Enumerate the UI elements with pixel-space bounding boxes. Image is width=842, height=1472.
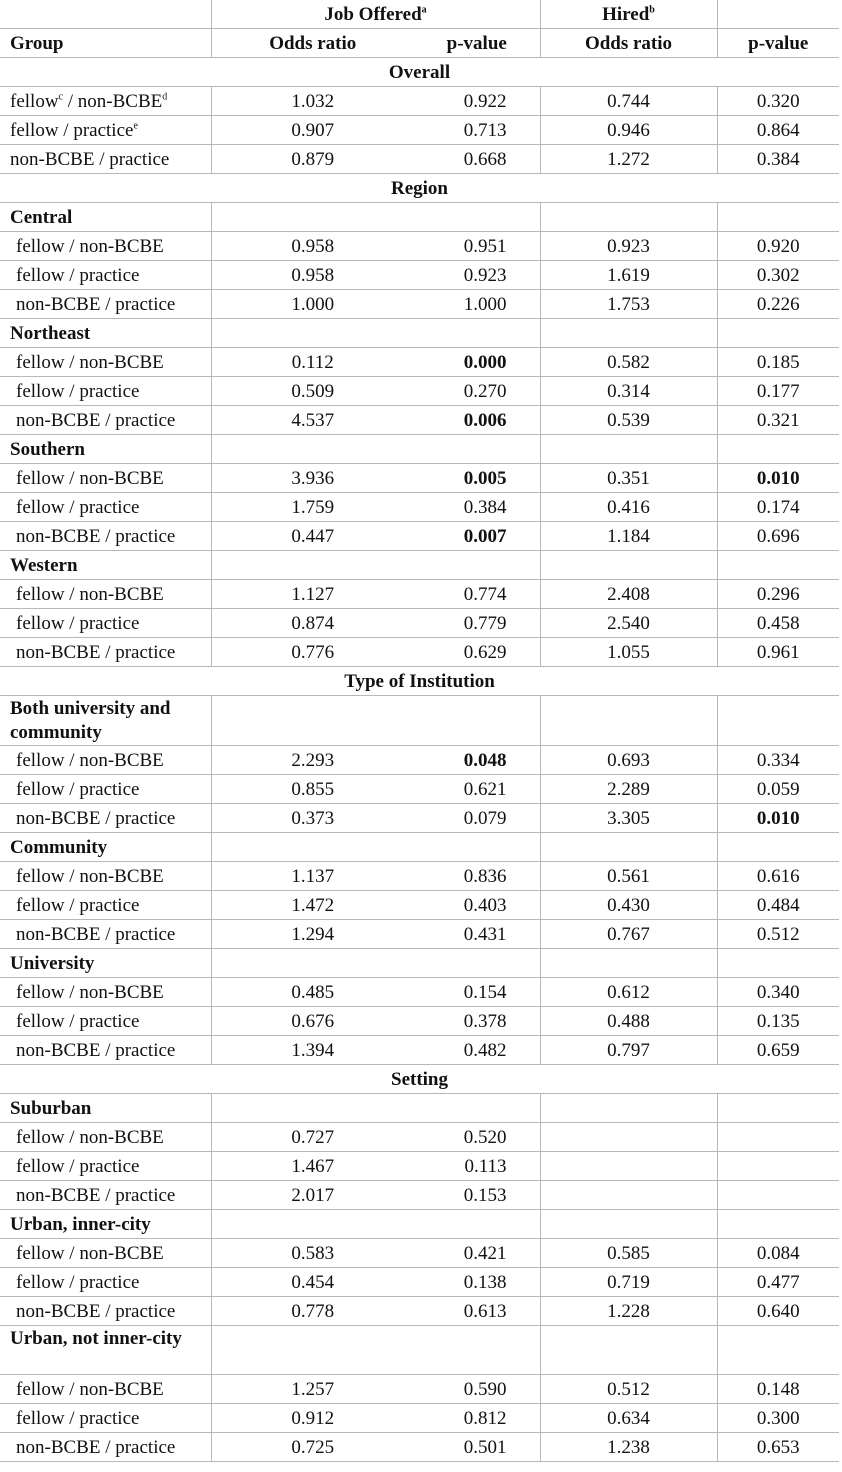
job-offered-odds-ratio: 0.447 xyxy=(211,522,414,551)
job-offered-odds-ratio: 1.759 xyxy=(211,493,414,522)
table-row xyxy=(0,493,839,522)
job-offered-odds-ratio: 1.000 xyxy=(211,290,414,319)
hired-p-value: 0.864 xyxy=(717,116,839,145)
table-row xyxy=(0,920,839,949)
empty-cell xyxy=(717,1094,839,1123)
job-offered-odds-ratio: 0.874 xyxy=(211,609,414,638)
job-offered-header: Job Offered$^a$ xyxy=(211,0,540,29)
hired-odds-ratio: 0.946 xyxy=(540,116,717,145)
hired-odds-ratio: 0.314 xyxy=(540,377,717,406)
hired-p-value: 0.484 xyxy=(717,891,839,920)
group-row xyxy=(0,1210,839,1239)
comparison-label: fellow$^c$ / non-BCBE$^d$ xyxy=(0,87,211,116)
job-offered-p-value: 1.000 xyxy=(414,290,540,319)
job-offered-odds-ratio: 2.293 xyxy=(211,746,414,775)
empty-cell xyxy=(414,1326,540,1375)
group-label: Central xyxy=(0,203,211,232)
hired-p-value: 0.961 xyxy=(717,638,839,667)
hired-p-value: 0.334 xyxy=(717,746,839,775)
job-offered-p-value: 0.384 xyxy=(414,493,540,522)
job-offered-odds-ratio-header: Odds ratio xyxy=(211,29,414,58)
job-offered-odds-ratio: 0.727 xyxy=(211,1123,414,1152)
table-row xyxy=(0,116,839,145)
hired-odds-ratio: 1.228 xyxy=(540,1297,717,1326)
job-offered-odds-ratio: 0.112 xyxy=(211,348,414,377)
job-offered-odds-ratio: 0.485 xyxy=(211,978,414,1007)
empty-cell xyxy=(211,1326,414,1375)
table-row xyxy=(0,804,839,833)
header-blank xyxy=(0,0,211,29)
job-offered-p-value: 0.270 xyxy=(414,377,540,406)
comparison-label: fellow / non-BCBE xyxy=(0,978,211,1007)
comparison-label: non-BCBE / practice xyxy=(0,920,211,949)
hired-odds-ratio: 1.753 xyxy=(540,290,717,319)
table-row xyxy=(0,261,839,290)
hired-odds-ratio-header: Odds ratio xyxy=(540,29,717,58)
comparison-label: non-BCBE / practice xyxy=(0,522,211,551)
empty-cell xyxy=(717,1326,839,1375)
empty-cell xyxy=(540,833,717,862)
table-row xyxy=(0,1297,839,1326)
group-row xyxy=(0,1094,839,1123)
group-row xyxy=(0,319,839,348)
job-offered-odds-ratio: 0.912 xyxy=(211,1404,414,1433)
group-row xyxy=(0,833,839,862)
comparison-label: fellow / non-BCBE xyxy=(0,348,211,377)
group-label: Urban, not inner-city xyxy=(0,1326,211,1375)
section-title: Region xyxy=(0,174,839,203)
empty-cell xyxy=(540,319,717,348)
empty-cell xyxy=(717,435,839,464)
hired-odds-ratio: 1.272 xyxy=(540,145,717,174)
job-offered-odds-ratio: 1.032 xyxy=(211,87,414,116)
comparison-label: fellow / non-BCBE xyxy=(0,862,211,891)
empty-cell xyxy=(414,551,540,580)
empty-cell xyxy=(540,203,717,232)
hired-p-value: 0.135 xyxy=(717,1007,839,1036)
comparison-label: fellow / practice xyxy=(0,1007,211,1036)
hired-odds-ratio: 1.619 xyxy=(540,261,717,290)
table-row xyxy=(0,746,839,775)
group-label: University xyxy=(0,949,211,978)
table-row xyxy=(0,377,839,406)
comparison-label: fellow / non-BCBE xyxy=(0,1123,211,1152)
hired-odds-ratio: 0.488 xyxy=(540,1007,717,1036)
hired-odds-ratio: 0.744 xyxy=(540,87,717,116)
hired-p-value xyxy=(717,1181,839,1210)
job-offered-odds-ratio: 0.509 xyxy=(211,377,414,406)
hired-p-value: 0.458 xyxy=(717,609,839,638)
job-offered-p-value: 0.923 xyxy=(414,261,540,290)
empty-cell xyxy=(211,1094,414,1123)
job-offered-p-value: 0.613 xyxy=(414,1297,540,1326)
hired-p-value: 0.321 xyxy=(717,406,839,435)
empty-cell xyxy=(211,949,414,978)
hired-odds-ratio: 0.719 xyxy=(540,1268,717,1297)
empty-cell xyxy=(540,435,717,464)
job-offered-p-value: 0.421 xyxy=(414,1239,540,1268)
section-row xyxy=(0,1065,839,1094)
group-row xyxy=(0,949,839,978)
hired-p-value: 0.920 xyxy=(717,232,839,261)
empty-cell xyxy=(717,551,839,580)
hired-p-value: 0.174 xyxy=(717,493,839,522)
table-row xyxy=(0,1404,839,1433)
group-row xyxy=(0,203,839,232)
job-offered-p-value: 0.048 xyxy=(414,746,540,775)
section-title: Type of Institution xyxy=(0,667,839,696)
group-label: Urban, inner-city xyxy=(0,1210,211,1239)
table-row xyxy=(0,1239,839,1268)
comparison-label: non-BCBE / practice xyxy=(0,1297,211,1326)
job-offered-odds-ratio: 0.907 xyxy=(211,116,414,145)
job-offered-p-value: 0.113 xyxy=(414,1152,540,1181)
job-offered-odds-ratio: 0.583 xyxy=(211,1239,414,1268)
section-title: Setting xyxy=(0,1065,839,1094)
group-column-header: Group xyxy=(0,29,211,58)
hired-odds-ratio: 0.585 xyxy=(540,1239,717,1268)
empty-cell xyxy=(540,551,717,580)
job-offered-p-value: 0.006 xyxy=(414,406,540,435)
comparison-label: fellow / practice xyxy=(0,261,211,290)
comparison-label: fellow / non-BCBE xyxy=(0,746,211,775)
job-offered-odds-ratio: 0.855 xyxy=(211,775,414,804)
group-label: Suburban xyxy=(0,1094,211,1123)
hired-p-value: 0.185 xyxy=(717,348,839,377)
table-row xyxy=(0,290,839,319)
job-offered-odds-ratio: 0.879 xyxy=(211,145,414,174)
job-offered-p-value: 0.153 xyxy=(414,1181,540,1210)
group-label: Community xyxy=(0,833,211,862)
table-row xyxy=(0,87,839,116)
job-offered-p-value: 0.007 xyxy=(414,522,540,551)
header-row-columns xyxy=(0,29,839,58)
empty-cell xyxy=(414,435,540,464)
header-row-top xyxy=(0,0,839,29)
comparison-label: fellow / practice xyxy=(0,377,211,406)
hired-odds-ratio: 1.055 xyxy=(540,638,717,667)
hired-odds-ratio: 0.767 xyxy=(540,920,717,949)
table-row xyxy=(0,145,839,174)
job-offered-p-value: 0.922 xyxy=(414,87,540,116)
job-offered-odds-ratio: 1.472 xyxy=(211,891,414,920)
empty-cell xyxy=(414,1094,540,1123)
job-offered-p-value: 0.713 xyxy=(414,116,540,145)
job-offered-p-value: 0.501 xyxy=(414,1433,540,1462)
empty-cell xyxy=(211,833,414,862)
comparison-label: fellow / practice xyxy=(0,1268,211,1297)
empty-cell xyxy=(540,1210,717,1239)
job-offered-odds-ratio: 1.257 xyxy=(211,1375,414,1404)
empty-cell xyxy=(414,203,540,232)
hired-odds-ratio: 0.923 xyxy=(540,232,717,261)
job-offered-p-value: 0.621 xyxy=(414,775,540,804)
hired-odds-ratio: 0.561 xyxy=(540,862,717,891)
empty-cell xyxy=(717,833,839,862)
comparison-label: non-BCBE / practice xyxy=(0,1036,211,1065)
comparison-label: fellow / practice xyxy=(0,1152,211,1181)
job-offered-p-value: 0.431 xyxy=(414,920,540,949)
job-offered-p-value: 0.482 xyxy=(414,1036,540,1065)
comparison-label: fellow / non-BCBE xyxy=(0,580,211,609)
empty-cell xyxy=(211,696,414,746)
comparison-label: non-BCBE / practice xyxy=(0,638,211,667)
hired-p-value: 0.302 xyxy=(717,261,839,290)
job-offered-p-value: 0.520 xyxy=(414,1123,540,1152)
hired-p-value-header: p-value xyxy=(717,29,839,58)
table-row xyxy=(0,1152,839,1181)
job-offered-odds-ratio: 1.137 xyxy=(211,862,414,891)
job-offered-odds-ratio: 4.537 xyxy=(211,406,414,435)
hired-odds-ratio: 0.582 xyxy=(540,348,717,377)
section-row xyxy=(0,174,839,203)
table-row xyxy=(0,862,839,891)
empty-cell xyxy=(211,319,414,348)
table-row xyxy=(0,1181,839,1210)
job-offered-p-value: 0.668 xyxy=(414,145,540,174)
comparison-label: fellow / non-BCBE xyxy=(0,232,211,261)
comparison-label: non-BCBE / practice xyxy=(0,1181,211,1210)
empty-cell xyxy=(540,1094,717,1123)
job-offered-odds-ratio: 0.454 xyxy=(211,1268,414,1297)
group-label: Northeast xyxy=(0,319,211,348)
hired-p-value: 0.010 xyxy=(717,464,839,493)
hired-odds-ratio: 0.797 xyxy=(540,1036,717,1065)
hired-odds-ratio xyxy=(540,1152,717,1181)
empty-cell xyxy=(414,949,540,978)
hired-odds-ratio: 2.540 xyxy=(540,609,717,638)
job-offered-odds-ratio: 2.017 xyxy=(211,1181,414,1210)
hired-odds-ratio xyxy=(540,1181,717,1210)
comparison-label: fellow / practice xyxy=(0,775,211,804)
empty-cell xyxy=(717,319,839,348)
hired-p-value: 0.059 xyxy=(717,775,839,804)
hired-p-value: 0.696 xyxy=(717,522,839,551)
empty-cell xyxy=(211,1210,414,1239)
hired-odds-ratio: 3.305 xyxy=(540,804,717,833)
hired-header: Hired$^b$ xyxy=(540,0,717,29)
group-label: Southern xyxy=(0,435,211,464)
job-offered-p-value: 0.000 xyxy=(414,348,540,377)
job-offered-p-value: 0.154 xyxy=(414,978,540,1007)
job-offered-p-value: 0.779 xyxy=(414,609,540,638)
empty-cell xyxy=(717,203,839,232)
empty-cell xyxy=(540,696,717,746)
empty-cell xyxy=(540,949,717,978)
hired-odds-ratio: 0.416 xyxy=(540,493,717,522)
table-row xyxy=(0,775,839,804)
job-offered-odds-ratio: 1.127 xyxy=(211,580,414,609)
job-offered-p-value: 0.378 xyxy=(414,1007,540,1036)
comparison-label: fellow / practice xyxy=(0,493,211,522)
header-blank-right xyxy=(717,0,839,29)
job-offered-p-value: 0.005 xyxy=(414,464,540,493)
job-offered-p-value: 0.812 xyxy=(414,1404,540,1433)
group-label: Western xyxy=(0,551,211,580)
empty-cell xyxy=(414,696,540,746)
job-offered-p-value-header: p-value xyxy=(414,29,540,58)
hired-p-value: 0.010 xyxy=(717,804,839,833)
group-row xyxy=(0,1326,839,1375)
table-row xyxy=(0,1375,839,1404)
hired-odds-ratio: 2.289 xyxy=(540,775,717,804)
comparison-label: non-BCBE / practice xyxy=(0,145,211,174)
hired-odds-ratio: 0.612 xyxy=(540,978,717,1007)
empty-cell xyxy=(717,696,839,746)
hired-p-value: 0.300 xyxy=(717,1404,839,1433)
hired-p-value: 0.640 xyxy=(717,1297,839,1326)
hired-odds-ratio: 1.238 xyxy=(540,1433,717,1462)
table-row xyxy=(0,348,839,377)
hired-odds-ratio: 0.512 xyxy=(540,1375,717,1404)
empty-cell xyxy=(540,1326,717,1375)
table-row xyxy=(0,1123,839,1152)
job-offered-p-value: 0.774 xyxy=(414,580,540,609)
job-offered-p-value: 0.836 xyxy=(414,862,540,891)
hired-odds-ratio: 0.539 xyxy=(540,406,717,435)
job-offered-odds-ratio: 1.394 xyxy=(211,1036,414,1065)
job-offered-odds-ratio: 0.676 xyxy=(211,1007,414,1036)
group-row xyxy=(0,551,839,580)
table-row xyxy=(0,978,839,1007)
hired-p-value: 0.477 xyxy=(717,1268,839,1297)
table-row xyxy=(0,464,839,493)
section-title: Overall xyxy=(0,58,839,87)
comparison-label: non-BCBE / practice xyxy=(0,290,211,319)
empty-cell xyxy=(414,833,540,862)
empty-cell xyxy=(414,319,540,348)
job-offered-odds-ratio: 0.373 xyxy=(211,804,414,833)
hired-p-value: 0.177 xyxy=(717,377,839,406)
table-row xyxy=(0,609,839,638)
job-offered-p-value: 0.079 xyxy=(414,804,540,833)
job-offered-odds-ratio: 1.294 xyxy=(211,920,414,949)
hired-p-value: 0.320 xyxy=(717,87,839,116)
comparison-label: fellow / practice$^e$ xyxy=(0,116,211,145)
job-offered-odds-ratio: 3.936 xyxy=(211,464,414,493)
hired-p-value: 0.084 xyxy=(717,1239,839,1268)
group-row xyxy=(0,435,839,464)
hired-p-value: 0.659 xyxy=(717,1036,839,1065)
job-offered-odds-ratio: 0.778 xyxy=(211,1297,414,1326)
hired-p-value: 0.512 xyxy=(717,920,839,949)
hired-odds-ratio: 2.408 xyxy=(540,580,717,609)
job-offered-odds-ratio: 0.958 xyxy=(211,261,414,290)
group-label: Both university and community xyxy=(0,696,211,746)
hired-footnote-mark: b xyxy=(649,4,655,16)
comparison-label: non-BCBE / practice xyxy=(0,804,211,833)
hired-p-value: 0.340 xyxy=(717,978,839,1007)
hired-p-value: 0.653 xyxy=(717,1433,839,1462)
hired-p-value: 0.148 xyxy=(717,1375,839,1404)
hired-odds-ratio: 0.634 xyxy=(540,1404,717,1433)
table-row xyxy=(0,1268,839,1297)
table-row xyxy=(0,232,839,261)
hired-p-value: 0.296 xyxy=(717,580,839,609)
hired-p-value xyxy=(717,1152,839,1181)
comparison-label: fellow / non-BCBE xyxy=(0,464,211,493)
table-row xyxy=(0,522,839,551)
group-row xyxy=(0,696,839,746)
table-row xyxy=(0,1036,839,1065)
job-offered-footnote-mark: a xyxy=(421,4,427,16)
hired-odds-ratio: 0.351 xyxy=(540,464,717,493)
empty-cell xyxy=(717,949,839,978)
comparison-label: fellow / practice xyxy=(0,891,211,920)
hired-odds-ratio: 1.184 xyxy=(540,522,717,551)
comparison-label: fellow / non-BCBE xyxy=(0,1239,211,1268)
table-row xyxy=(0,1433,839,1462)
hired-p-value xyxy=(717,1123,839,1152)
comparison-label: non-BCBE / practice xyxy=(0,406,211,435)
hired-p-value: 0.226 xyxy=(717,290,839,319)
empty-cell xyxy=(211,435,414,464)
table-row xyxy=(0,891,839,920)
job-offered-odds-ratio: 0.776 xyxy=(211,638,414,667)
table-row xyxy=(0,1007,839,1036)
job-offered-odds-ratio: 1.467 xyxy=(211,1152,414,1181)
job-offered-p-value: 0.951 xyxy=(414,232,540,261)
comparison-label: fellow / practice xyxy=(0,1404,211,1433)
empty-cell xyxy=(717,1210,839,1239)
job-offered-odds-ratio: 0.725 xyxy=(211,1433,414,1462)
comparison-label: fellow / practice xyxy=(0,609,211,638)
job-offered-p-value: 0.403 xyxy=(414,891,540,920)
section-row-overall xyxy=(0,58,839,87)
hired-odds-ratio xyxy=(540,1123,717,1152)
job-offered-p-value: 0.629 xyxy=(414,638,540,667)
hired-odds-ratio: 0.693 xyxy=(540,746,717,775)
empty-cell xyxy=(211,551,414,580)
hired-odds-ratio: 0.430 xyxy=(540,891,717,920)
empty-cell xyxy=(211,203,414,232)
hired-p-value: 0.384 xyxy=(717,145,839,174)
hired-p-value: 0.616 xyxy=(717,862,839,891)
table-row xyxy=(0,580,839,609)
job-offered-odds-ratio: 0.958 xyxy=(211,232,414,261)
job-offered-p-value: 0.590 xyxy=(414,1375,540,1404)
empty-cell xyxy=(414,1210,540,1239)
table-row xyxy=(0,638,839,667)
table-row xyxy=(0,406,839,435)
section-row xyxy=(0,667,839,696)
job-offered-p-value: 0.138 xyxy=(414,1268,540,1297)
comparison-label: non-BCBE / practice xyxy=(0,1433,211,1462)
comparison-label: fellow / non-BCBE xyxy=(0,1375,211,1404)
